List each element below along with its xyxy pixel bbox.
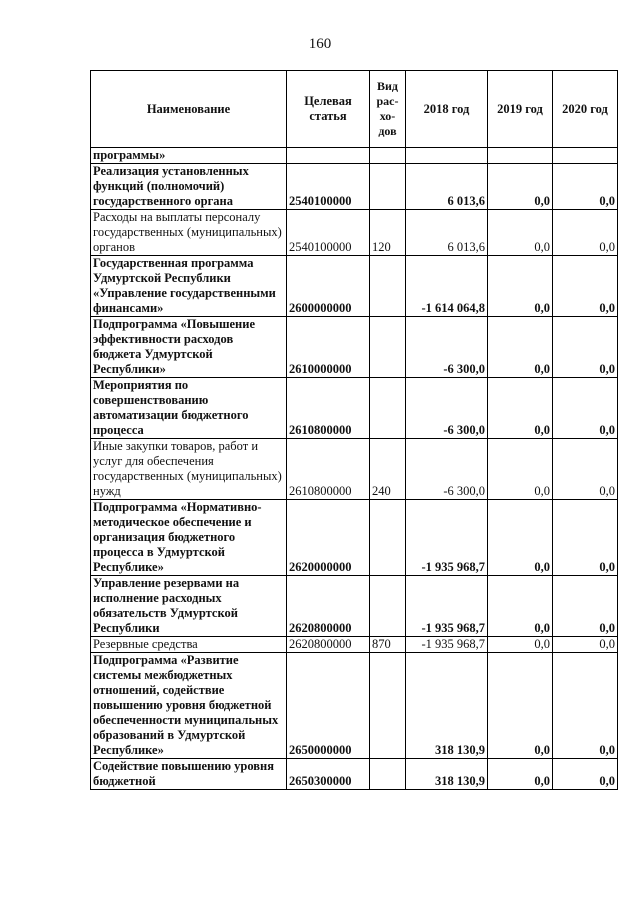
row-2018: -6 300,0 <box>406 439 488 500</box>
header-2018: 2018 год <box>406 71 488 148</box>
row-code: 2540100000 <box>287 164 370 210</box>
row-2019: 0,0 <box>488 317 553 378</box>
table-row <box>91 439 618 500</box>
row-2018 <box>406 148 488 164</box>
row-2018: 6 013,6 <box>406 164 488 210</box>
row-name: Расходы на выплаты персоналу государственных (муниципальных) органов <box>91 210 287 256</box>
table-header-row <box>91 71 618 148</box>
header-2019: 2019 год <box>488 71 553 148</box>
row-code: 2610800000 <box>287 439 370 500</box>
row-type: 120 <box>370 210 406 256</box>
row-name: Резервные средства <box>91 637 287 653</box>
row-code: 2600000000 <box>287 256 370 317</box>
row-2018: -1 935 968,7 <box>406 500 488 576</box>
row-type <box>370 164 406 210</box>
row-2020: 0,0 <box>553 439 618 500</box>
row-2020: 0,0 <box>553 317 618 378</box>
table-row <box>91 759 618 790</box>
row-2019: 0,0 <box>488 439 553 500</box>
row-name: программы» <box>91 148 287 164</box>
row-code: 2650000000 <box>287 653 370 759</box>
row-2018: -1 614 064,8 <box>406 256 488 317</box>
row-type <box>370 653 406 759</box>
row-type: 870 <box>370 637 406 653</box>
table-row <box>91 500 618 576</box>
row-2019: 0,0 <box>488 500 553 576</box>
row-name: Мероприятия по совершенствованию автоматизации бюджетного процесса <box>91 378 287 439</box>
row-2019 <box>488 148 553 164</box>
row-code: 2620000000 <box>287 500 370 576</box>
header-target-article: Целевая статья <box>287 71 370 148</box>
row-code: 2610000000 <box>287 317 370 378</box>
row-type <box>370 317 406 378</box>
header-name: Наименование <box>91 71 287 148</box>
table-row <box>91 256 618 317</box>
row-2018: -1 935 968,7 <box>406 576 488 637</box>
row-2020: 0,0 <box>553 164 618 210</box>
row-2018: -6 300,0 <box>406 317 488 378</box>
row-type <box>370 256 406 317</box>
table-row <box>91 210 618 256</box>
row-2020: 0,0 <box>553 653 618 759</box>
row-name: Управление резервами на исполнение расходных обязательств Удмуртской Республики <box>91 576 287 637</box>
row-2019: 0,0 <box>488 637 553 653</box>
row-name: Содействие повышению уровня бюджетной <box>91 759 287 790</box>
row-2020: 0,0 <box>553 378 618 439</box>
row-name: Иные закупки товаров, работ и услуг для обеспечения государственных (муниципальных) нужд <box>91 439 287 500</box>
header-2020: 2020 год <box>553 71 618 148</box>
table-row <box>91 317 618 378</box>
row-2018: 318 130,9 <box>406 759 488 790</box>
row-code: 2540100000 <box>287 210 370 256</box>
row-type <box>370 759 406 790</box>
row-2020: 0,0 <box>553 759 618 790</box>
row-2019: 0,0 <box>488 576 553 637</box>
row-name: Государственная программа Удмуртской Республики «Управление государственными финансами» <box>91 256 287 317</box>
row-name: Подпрограмма «Повышение эффективности расходов бюджета Удмуртской Республики» <box>91 317 287 378</box>
row-code: 2610800000 <box>287 378 370 439</box>
row-type <box>370 576 406 637</box>
row-name: Подпрограмма «Нормативно-методическое обеспечение и организация бюджетного процесса в Удмуртской Республике» <box>91 500 287 576</box>
row-type <box>370 500 406 576</box>
row-code: 2650300000 <box>287 759 370 790</box>
row-2018: 6 013,6 <box>406 210 488 256</box>
table-row <box>91 653 618 759</box>
row-2018: -1 935 968,7 <box>406 637 488 653</box>
table-row <box>91 148 618 164</box>
budget-table <box>90 70 618 790</box>
table-row <box>91 164 618 210</box>
row-2020 <box>553 148 618 164</box>
row-type <box>370 378 406 439</box>
row-2019: 0,0 <box>488 256 553 317</box>
row-2019: 0,0 <box>488 759 553 790</box>
row-2020: 0,0 <box>553 576 618 637</box>
row-code <box>287 148 370 164</box>
row-2020: 0,0 <box>553 637 618 653</box>
row-type <box>370 148 406 164</box>
table-row <box>91 637 618 653</box>
row-2018: 318 130,9 <box>406 653 488 759</box>
row-type: 240 <box>370 439 406 500</box>
row-code: 2620800000 <box>287 576 370 637</box>
header-expense-type: Вид рас-хо-дов <box>370 71 406 148</box>
row-2019: 0,0 <box>488 164 553 210</box>
row-2019: 0,0 <box>488 210 553 256</box>
row-code: 2620800000 <box>287 637 370 653</box>
row-2018: -6 300,0 <box>406 378 488 439</box>
row-2019: 0,0 <box>488 378 553 439</box>
row-2020: 0,0 <box>553 256 618 317</box>
row-name: Реализация установленных функций (полномочий) государственного органа <box>91 164 287 210</box>
row-2019: 0,0 <box>488 653 553 759</box>
table-row <box>91 378 618 439</box>
row-2020: 0,0 <box>553 500 618 576</box>
page-number: 160 <box>308 36 332 52</box>
table-row <box>91 576 618 637</box>
row-name: Подпрограмма «Развитие системы межбюджетных отношений, содействие повышению уровня бюджетной обеспеченности муниципальных образований в Удмуртской Республике» <box>91 653 287 759</box>
row-2020: 0,0 <box>553 210 618 256</box>
